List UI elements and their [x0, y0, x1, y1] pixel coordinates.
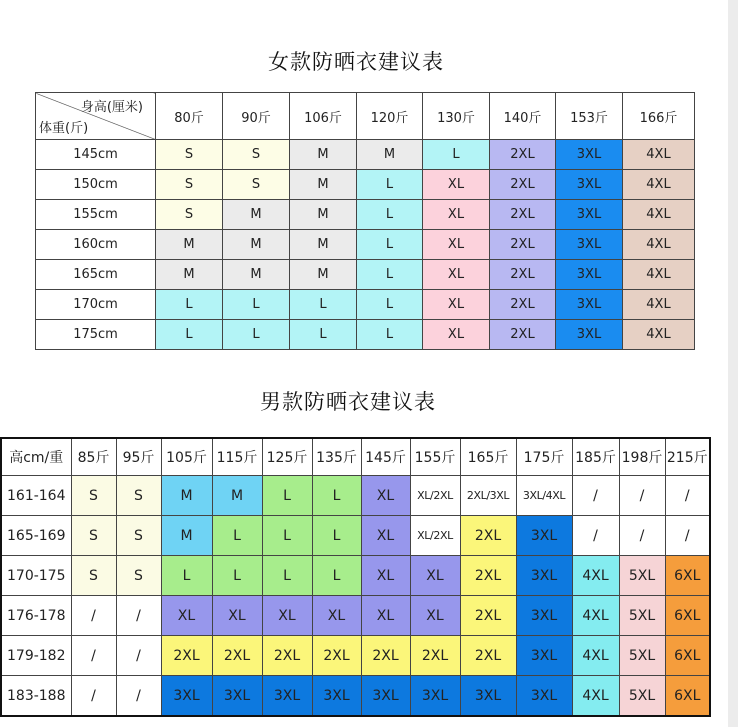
women-size-cell: M	[290, 200, 357, 230]
men-size-cell: 3XL	[361, 676, 410, 717]
women-size-cell: M	[290, 230, 357, 260]
men-size-cell: /	[71, 596, 116, 636]
men-size-cell: /	[619, 516, 665, 556]
men-size-table	[0, 437, 711, 717]
men-weight-header: 175斤	[516, 438, 572, 476]
men-size-cell: S	[116, 516, 161, 556]
women-size-cell: L	[357, 260, 423, 290]
women-size-cell: 4XL	[623, 170, 695, 200]
men-size-cell: 2XL/3XL	[460, 476, 516, 516]
men-size-cell: 3XL	[212, 676, 262, 717]
women-size-cell: 4XL	[623, 230, 695, 260]
men-table-row	[1, 636, 710, 676]
women-table-row	[36, 200, 695, 230]
men-size-cell: 6XL	[665, 596, 710, 636]
men-size-cell: XL	[410, 596, 460, 636]
women-size-cell: L	[290, 290, 357, 320]
men-size-cell: 2XL	[361, 636, 410, 676]
men-size-cell: 2XL	[410, 636, 460, 676]
men-size-cell: 3XL	[410, 676, 460, 717]
women-height-cell: 170cm	[36, 290, 156, 320]
women-height-cell: 175cm	[36, 320, 156, 350]
women-weight-header: 153斤	[556, 93, 623, 140]
men-weight-header: 105斤	[161, 438, 212, 476]
women-size-cell: S	[223, 170, 290, 200]
men-size-cell: XL	[410, 556, 460, 596]
men-size-cell: M	[161, 516, 212, 556]
men-weight-header: 145斤	[361, 438, 410, 476]
men-table-row	[1, 596, 710, 636]
men-weight-header: 125斤	[262, 438, 312, 476]
men-size-cell: 4XL	[572, 556, 619, 596]
men-size-cell: 6XL	[665, 636, 710, 676]
women-size-cell: L	[357, 230, 423, 260]
women-size-cell: XL	[423, 260, 490, 290]
women-size-cell: 2XL	[490, 140, 556, 170]
men-size-cell: /	[116, 676, 161, 717]
women-size-cell: 2XL	[490, 260, 556, 290]
women-size-cell: 3XL	[556, 140, 623, 170]
women-table-row	[36, 140, 695, 170]
women-size-cell: L	[357, 320, 423, 350]
men-size-cell: XL	[262, 596, 312, 636]
scrollbar-track[interactable]	[728, 0, 738, 727]
women-weight-header: 80斤	[156, 93, 223, 140]
men-size-cell: L	[312, 516, 361, 556]
men-size-cell: L	[262, 556, 312, 596]
men-weight-header: 198斤	[619, 438, 665, 476]
men-table-row	[1, 676, 710, 717]
women-table-row	[36, 320, 695, 350]
women-size-cell: 3XL	[556, 290, 623, 320]
women-size-cell: L	[156, 290, 223, 320]
men-size-cell: /	[619, 476, 665, 516]
women-size-cell: 4XL	[623, 320, 695, 350]
men-size-cell: S	[116, 476, 161, 516]
women-size-cell: 3XL	[556, 260, 623, 290]
men-size-cell: 6XL	[665, 556, 710, 596]
men-size-cell: 3XL	[516, 676, 572, 717]
women-corner-weight-label: 体重(斤)	[39, 121, 89, 136]
men-size-cell: 3XL	[516, 556, 572, 596]
men-size-cell: S	[71, 556, 116, 596]
women-size-cell: 4XL	[623, 260, 695, 290]
men-size-cell: /	[572, 476, 619, 516]
men-size-cell: 2XL	[312, 636, 361, 676]
women-size-cell: S	[156, 200, 223, 230]
men-table-title: 男款防晒衣建议表	[260, 390, 436, 414]
women-size-cell: L	[357, 170, 423, 200]
women-size-cell: L	[357, 200, 423, 230]
women-size-cell: XL	[423, 320, 490, 350]
men-size-cell: L	[262, 516, 312, 556]
men-height-cell: 179-182	[1, 636, 71, 676]
men-size-cell: 3XL	[262, 676, 312, 717]
women-weight-header: 166斤	[623, 93, 695, 140]
men-size-cell: 2XL	[460, 556, 516, 596]
women-size-cell: M	[156, 230, 223, 260]
women-weight-header: 130斤	[423, 93, 490, 140]
men-size-cell: XL	[212, 596, 262, 636]
women-height-cell: 160cm	[36, 230, 156, 260]
men-size-cell: 3XL	[460, 676, 516, 717]
men-weight-header: 215斤	[665, 438, 710, 476]
men-size-cell: /	[71, 676, 116, 717]
women-corner-height-label: 身高(厘米)	[80, 100, 143, 115]
women-size-cell: 2XL	[490, 170, 556, 200]
women-size-cell: S	[223, 140, 290, 170]
women-size-cell: M	[223, 260, 290, 290]
women-header-row	[36, 93, 695, 140]
men-size-cell: 3XL/4XL	[516, 476, 572, 516]
women-size-cell: S	[156, 170, 223, 200]
men-size-cell: XL	[361, 596, 410, 636]
women-size-cell: XL	[423, 170, 490, 200]
men-size-cell: 2XL	[460, 636, 516, 676]
men-size-cell: XL	[361, 516, 410, 556]
men-size-cell: L	[312, 476, 361, 516]
women-height-cell: 150cm	[36, 170, 156, 200]
men-size-cell: /	[665, 516, 710, 556]
men-size-cell: 4XL	[572, 596, 619, 636]
men-table-row	[1, 516, 710, 556]
women-table-row	[36, 260, 695, 290]
men-size-cell: 3XL	[161, 676, 212, 717]
men-size-cell: XL/2XL	[410, 516, 460, 556]
women-table-title: 女款防晒衣建议表	[268, 50, 444, 74]
men-size-cell: M	[161, 476, 212, 516]
women-size-cell: 4XL	[623, 140, 695, 170]
women-size-cell: L	[223, 320, 290, 350]
men-size-cell: /	[116, 596, 161, 636]
men-corner-cell: 高cm/重	[1, 438, 71, 476]
men-size-cell: 3XL	[516, 636, 572, 676]
women-weight-header: 90斤	[223, 93, 290, 140]
women-size-cell: M	[357, 140, 423, 170]
men-size-cell: 5XL	[619, 676, 665, 717]
women-weight-header: 140斤	[490, 93, 556, 140]
women-size-cell: 3XL	[556, 200, 623, 230]
men-weight-header: 115斤	[212, 438, 262, 476]
women-corner-cell	[36, 93, 156, 140]
women-size-cell: 3XL	[556, 170, 623, 200]
men-header-row	[1, 438, 710, 476]
women-size-cell: L	[290, 320, 357, 350]
women-size-cell: M	[290, 260, 357, 290]
women-weight-header: 120斤	[357, 93, 423, 140]
women-size-cell: 3XL	[556, 320, 623, 350]
men-size-cell: XL/2XL	[410, 476, 460, 516]
men-size-cell: L	[161, 556, 212, 596]
men-size-cell: 3XL	[516, 596, 572, 636]
men-size-cell: S	[71, 516, 116, 556]
men-size-cell: M	[212, 476, 262, 516]
men-size-cell: XL	[361, 556, 410, 596]
men-size-cell: 3XL	[312, 676, 361, 717]
men-size-cell: /	[572, 516, 619, 556]
women-size-cell: S	[156, 140, 223, 170]
men-weight-header: 135斤	[312, 438, 361, 476]
men-size-cell: XL	[161, 596, 212, 636]
women-size-cell: L	[423, 140, 490, 170]
men-table-row	[1, 476, 710, 516]
women-height-cell: 155cm	[36, 200, 156, 230]
women-size-cell: 3XL	[556, 230, 623, 260]
men-size-cell: 3XL	[516, 516, 572, 556]
women-table-row	[36, 290, 695, 320]
women-size-cell: M	[223, 230, 290, 260]
men-weight-header: 185斤	[572, 438, 619, 476]
women-size-cell: XL	[423, 290, 490, 320]
women-size-cell: XL	[423, 200, 490, 230]
women-table-row	[36, 230, 695, 260]
men-size-cell: XL	[361, 476, 410, 516]
women-size-cell: 2XL	[490, 320, 556, 350]
men-size-cell: 5XL	[619, 556, 665, 596]
women-height-cell: 145cm	[36, 140, 156, 170]
men-height-cell: 170-175	[1, 556, 71, 596]
men-size-cell: 2XL	[161, 636, 212, 676]
men-weight-header: 165斤	[460, 438, 516, 476]
women-size-table	[35, 92, 695, 350]
men-weight-header: 85斤	[71, 438, 116, 476]
men-size-cell: /	[665, 476, 710, 516]
men-height-cell: 165-169	[1, 516, 71, 556]
women-size-cell: L	[223, 290, 290, 320]
men-height-cell: 183-188	[1, 676, 71, 717]
women-size-cell: M	[156, 260, 223, 290]
men-size-cell: 5XL	[619, 636, 665, 676]
women-size-cell: L	[357, 290, 423, 320]
men-height-cell: 176-178	[1, 596, 71, 636]
men-table-row	[1, 556, 710, 596]
women-size-cell: 2XL	[490, 230, 556, 260]
women-height-cell: 165cm	[36, 260, 156, 290]
men-size-cell: S	[71, 476, 116, 516]
men-height-cell: 161-164	[1, 476, 71, 516]
women-size-cell: M	[290, 170, 357, 200]
men-weight-header: 95斤	[116, 438, 161, 476]
women-size-cell: 2XL	[490, 290, 556, 320]
women-size-cell: L	[156, 320, 223, 350]
men-size-cell: L	[312, 556, 361, 596]
women-size-cell: 4XL	[623, 200, 695, 230]
women-size-cell: M	[290, 140, 357, 170]
men-size-cell: 2XL	[460, 516, 516, 556]
men-size-cell: 4XL	[572, 676, 619, 717]
women-table-row	[36, 170, 695, 200]
men-size-cell: 2XL	[460, 596, 516, 636]
men-size-cell: 5XL	[619, 596, 665, 636]
men-weight-header: 155斤	[410, 438, 460, 476]
women-size-cell: 4XL	[623, 290, 695, 320]
men-size-cell: L	[212, 516, 262, 556]
men-size-cell: 4XL	[572, 636, 619, 676]
men-size-cell: XL	[312, 596, 361, 636]
men-size-cell: /	[116, 636, 161, 676]
men-size-cell: 2XL	[212, 636, 262, 676]
women-size-cell: M	[223, 200, 290, 230]
men-size-cell: S	[116, 556, 161, 596]
women-size-cell: 2XL	[490, 200, 556, 230]
men-size-cell: 2XL	[262, 636, 312, 676]
women-weight-header: 106斤	[290, 93, 357, 140]
women-size-cell: XL	[423, 230, 490, 260]
men-size-cell: L	[212, 556, 262, 596]
men-size-cell: 6XL	[665, 676, 710, 717]
men-size-cell: L	[262, 476, 312, 516]
men-size-cell: /	[71, 636, 116, 676]
